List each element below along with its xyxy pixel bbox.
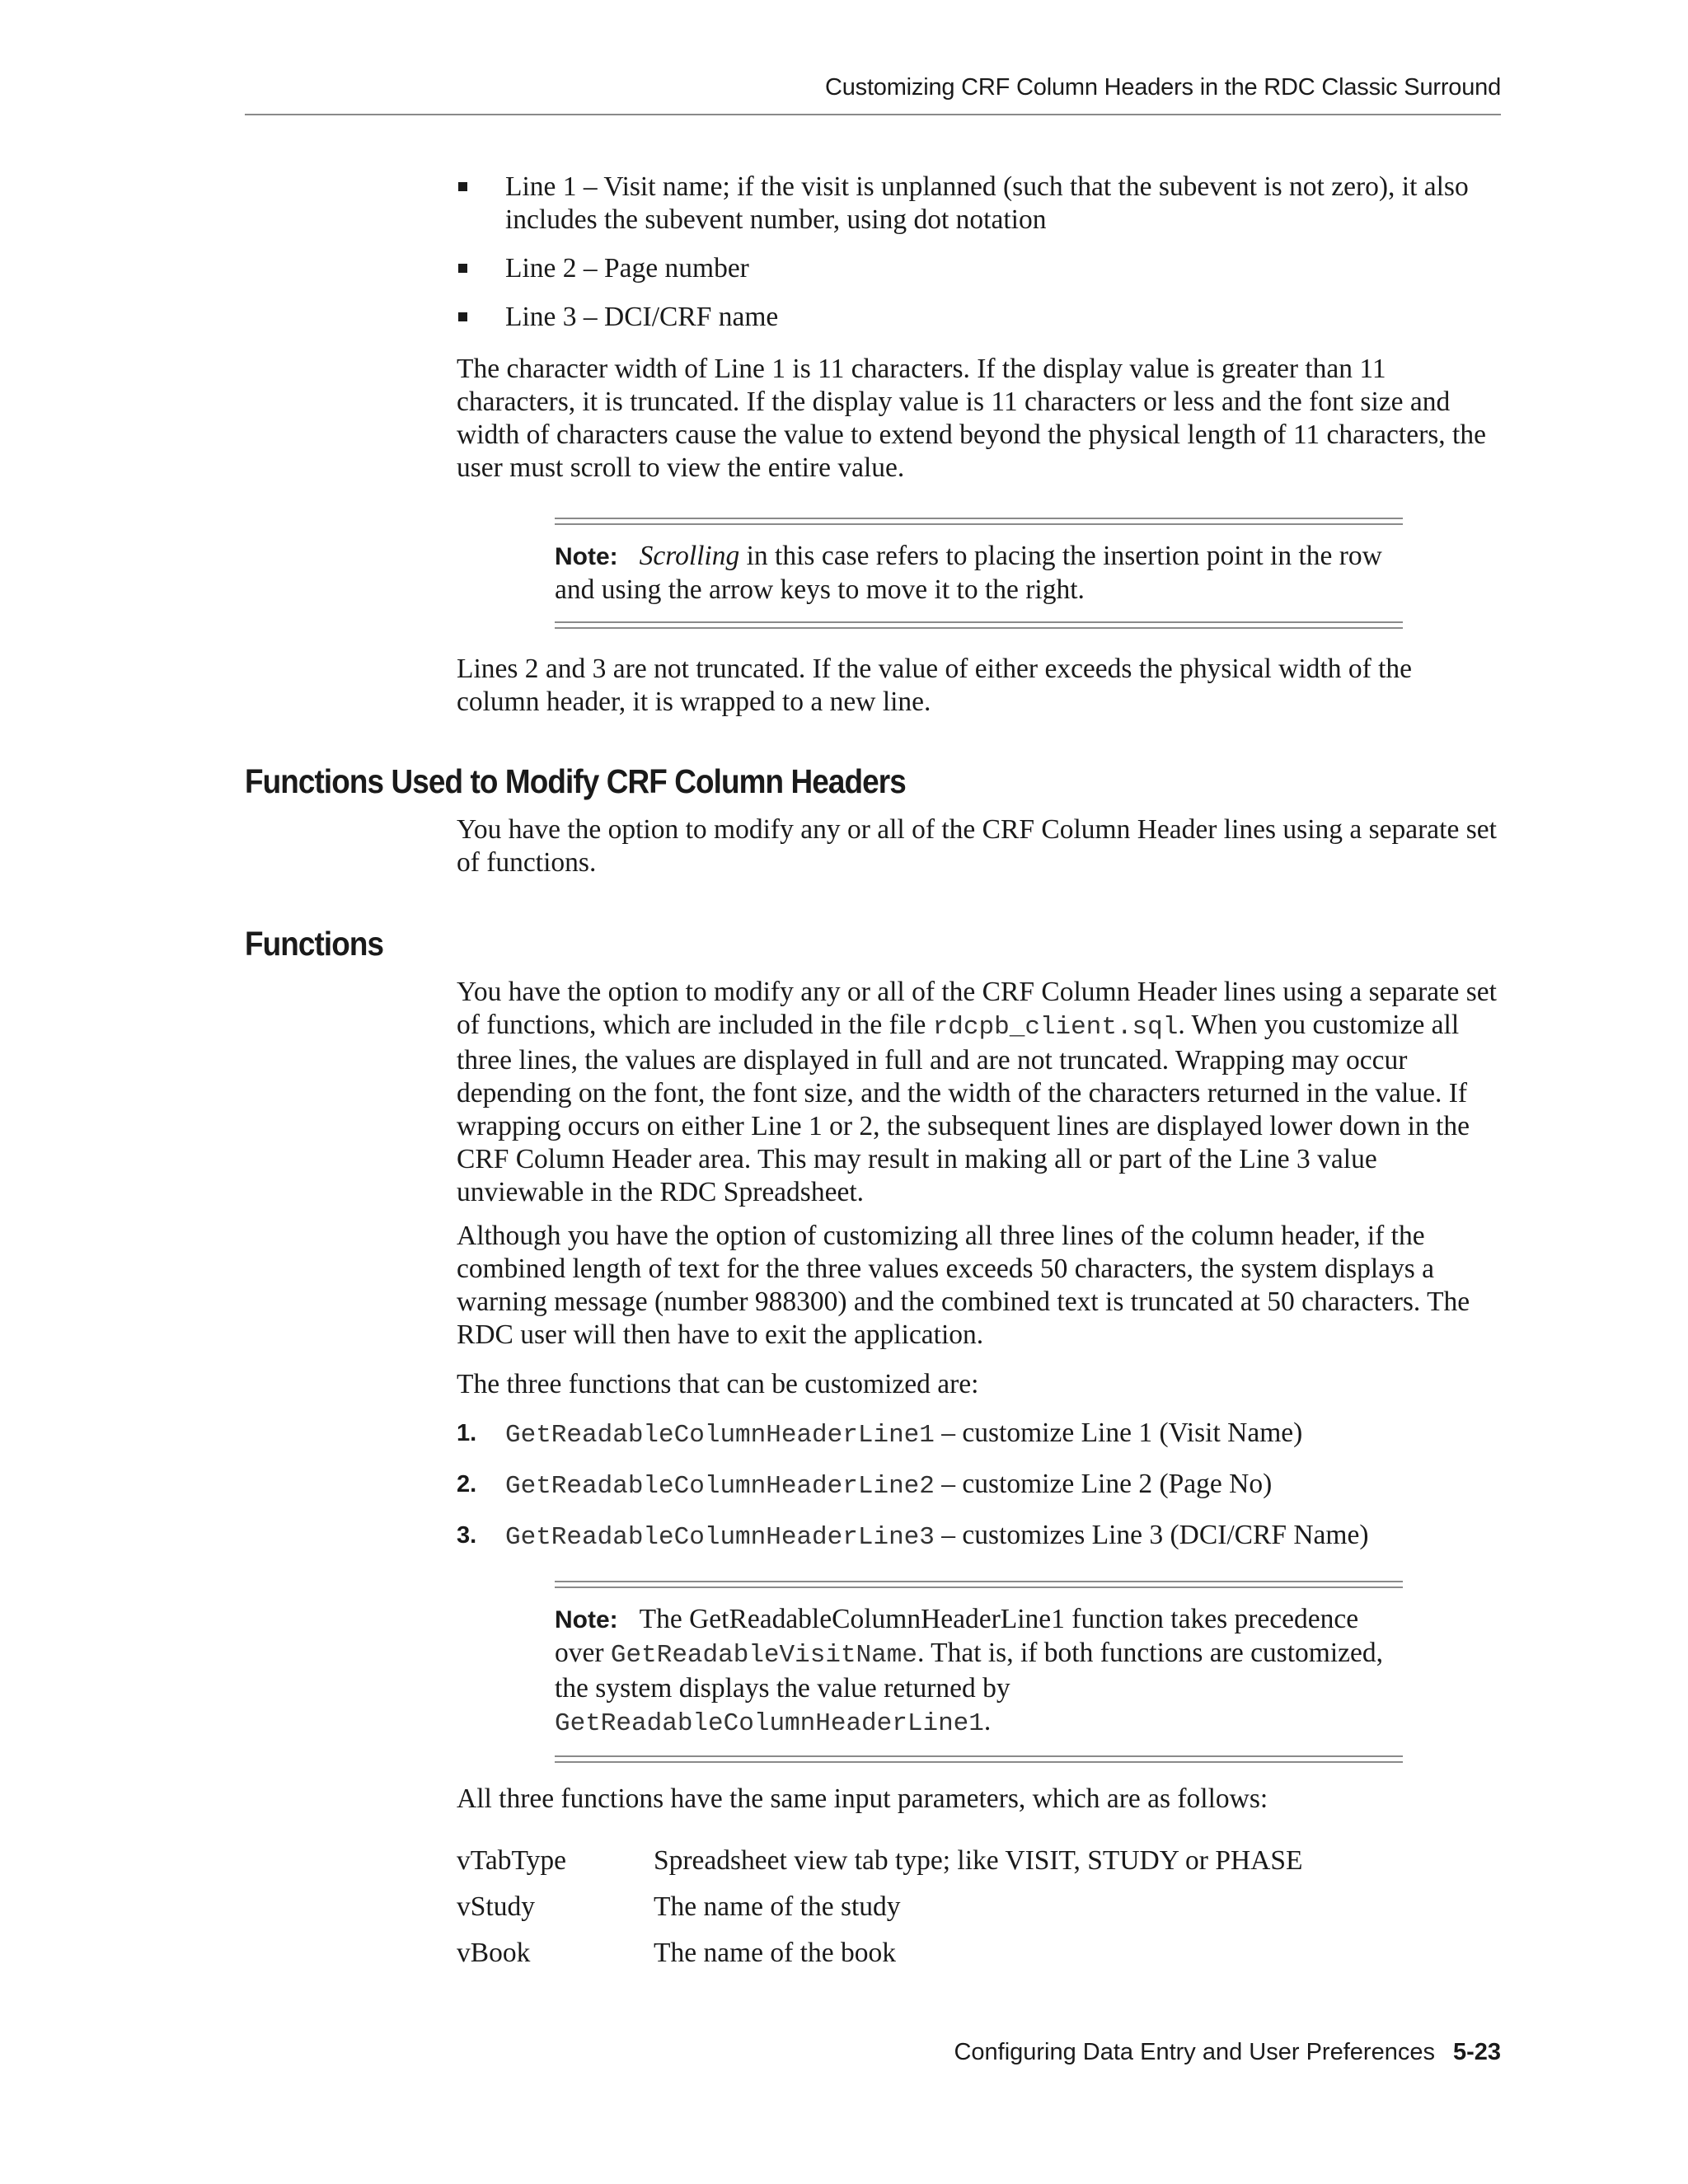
params-intro: All three functions have the same input parameters, which are as follows: (457, 1783, 1268, 1814)
bullet-square-icon (458, 264, 467, 273)
list-number: 2. (457, 1471, 477, 1497)
param-name: vStudy (457, 1891, 535, 1922)
function-desc: – customize Line 2 (Page No) (934, 1469, 1273, 1499)
paragraph (457, 1368, 1501, 1401)
note-body: . That is, if both functions are customized, the system displays the value returned by (555, 1638, 1384, 1704)
note-box (555, 1581, 1403, 1763)
param-name: vBook (457, 1938, 531, 1968)
param-desc: Spreadsheet view tab type; like VISIT, STUDY or PHASE (654, 1845, 1303, 1876)
list-item (457, 1519, 1501, 1554)
note-bottom-rule (555, 1755, 1403, 1763)
list-item-text: Line 1 – Visit name; if the visit is unplanned (such that the subevent is not zero), it also includes the subevent number, using dot notation (505, 171, 1469, 235)
note-body: in this case refers to placing the insertion point in the row and using the arrow keys to move it to the right. (555, 541, 1382, 605)
param-desc: The name of the study (654, 1891, 901, 1922)
table-row (457, 1844, 1501, 1877)
note-label: Note: (555, 1606, 618, 1633)
page-footer (245, 2039, 1501, 2066)
note-text (555, 540, 1403, 607)
section1-paragraph: You have the option to modify any or all of the CRF Column Header lines using a separate set of functions. (457, 814, 1497, 878)
file-name: rdcpb_client.sql (932, 1013, 1179, 1042)
bullet-square-icon (458, 182, 467, 191)
function-name: GetReadableColumnHeaderLine2 (505, 1472, 935, 1501)
paragraph-text: . When you customize all three lines, the values are displayed in full and are not truncated. Wrapping may occur depending on the font, the font size, and the width of the characters returned in the value. If wrapping occurs on either Line 1 or 2, the subsequent lines are displayed lower down in the CRF Column Header area. This may result in making all or part of the Line 3 value unviewable in the RDC Spreadsheet. (457, 1010, 1470, 1207)
paragraph (457, 653, 1501, 719)
table-row (457, 1937, 1501, 1970)
function-desc: – customizes Line 3 (DCI/CRF Name) (934, 1520, 1369, 1550)
function-name: GetReadableColumnHeaderLine1 (555, 1709, 984, 1738)
line-bullet-list (457, 171, 1501, 349)
note-bottom-rule (555, 621, 1403, 629)
list-item (457, 1417, 1501, 1452)
note-label: Note: (555, 543, 618, 570)
note-body: . (983, 1706, 992, 1736)
section-heading: Functions Used to Modify CRF Column Headers (245, 762, 906, 800)
section-heading: Functions (245, 925, 384, 963)
function-name: GetReadableVisitName (610, 1641, 917, 1670)
list-item (457, 301, 1501, 334)
list-number: 3. (457, 1522, 477, 1549)
list-item (457, 171, 1501, 237)
paragraph-text: You have the option to modify any or all of the CRF Column Header lines using a separate set of functions, which are included in the file (457, 977, 1497, 1040)
paragraph (457, 813, 1501, 879)
functions-paragraph-2: Although you have the option of customizing all three lines of the column header, if the combined length of text for the three values exceeds 50 characters, the system displays a warning message (number 988300) and the combined text is truncated at 50 characters. The RDC user will then have to exit the application. (457, 1221, 1470, 1350)
paragraph (457, 1220, 1501, 1352)
list-number: 1. (457, 1420, 477, 1446)
note-body: The GetReadableColumnHeaderLine1 function takes precedence over (555, 1604, 1359, 1668)
header-rule (245, 114, 1501, 115)
param-desc: The name of the book (654, 1938, 896, 1968)
width-paragraph: The character width of Line 1 is 11 characters. If the display value is greater than 11 characters, it is truncated. If the display value is 11 characters or less and the font size and width of characters cause the value to extend beyond the physical length of 11 characters, the user must scroll to view the entire value. (457, 354, 1486, 483)
function-list (457, 1417, 1501, 1570)
paragraph (457, 976, 1501, 1209)
function-desc: – customize Line 1 (Visit Name) (934, 1418, 1303, 1448)
function-name: GetReadableColumnHeaderLine1 (505, 1421, 935, 1450)
functions-paragraph-1 (457, 976, 1501, 1209)
paragraph (457, 353, 1501, 485)
running-header: Customizing CRF Column Headers in the RDC Classic Surround (824, 74, 1501, 101)
note-top-rule (555, 1581, 1403, 1588)
footer-chapter: Configuring Data Entry and User Preferences (954, 2039, 1435, 2065)
list-item-text: Line 2 – Page number (505, 253, 749, 284)
table-row (457, 1891, 1501, 1924)
paragraph (457, 1783, 1501, 1816)
page-number: 5-23 (1452, 2039, 1501, 2065)
parameter-table (457, 1844, 1501, 1983)
bullet-square-icon (458, 312, 467, 321)
param-name: vTabType (457, 1845, 566, 1876)
functions-paragraph-3: The three functions that can be customized are: (457, 1369, 979, 1399)
list-item (457, 1468, 1501, 1503)
lines23-paragraph: Lines 2 and 3 are not truncated. If the value of either exceeds the physical width of the column header, it is wrapped to a new line. (457, 654, 1413, 717)
list-item-text: Line 3 – DCI/CRF name (505, 302, 779, 332)
note-top-rule (555, 518, 1403, 525)
function-name: GetReadableColumnHeaderLine3 (505, 1523, 935, 1552)
note-text (555, 1603, 1403, 1741)
note-box (555, 518, 1403, 629)
note-emphasis: Scrolling (639, 541, 740, 571)
list-item (457, 252, 1501, 285)
